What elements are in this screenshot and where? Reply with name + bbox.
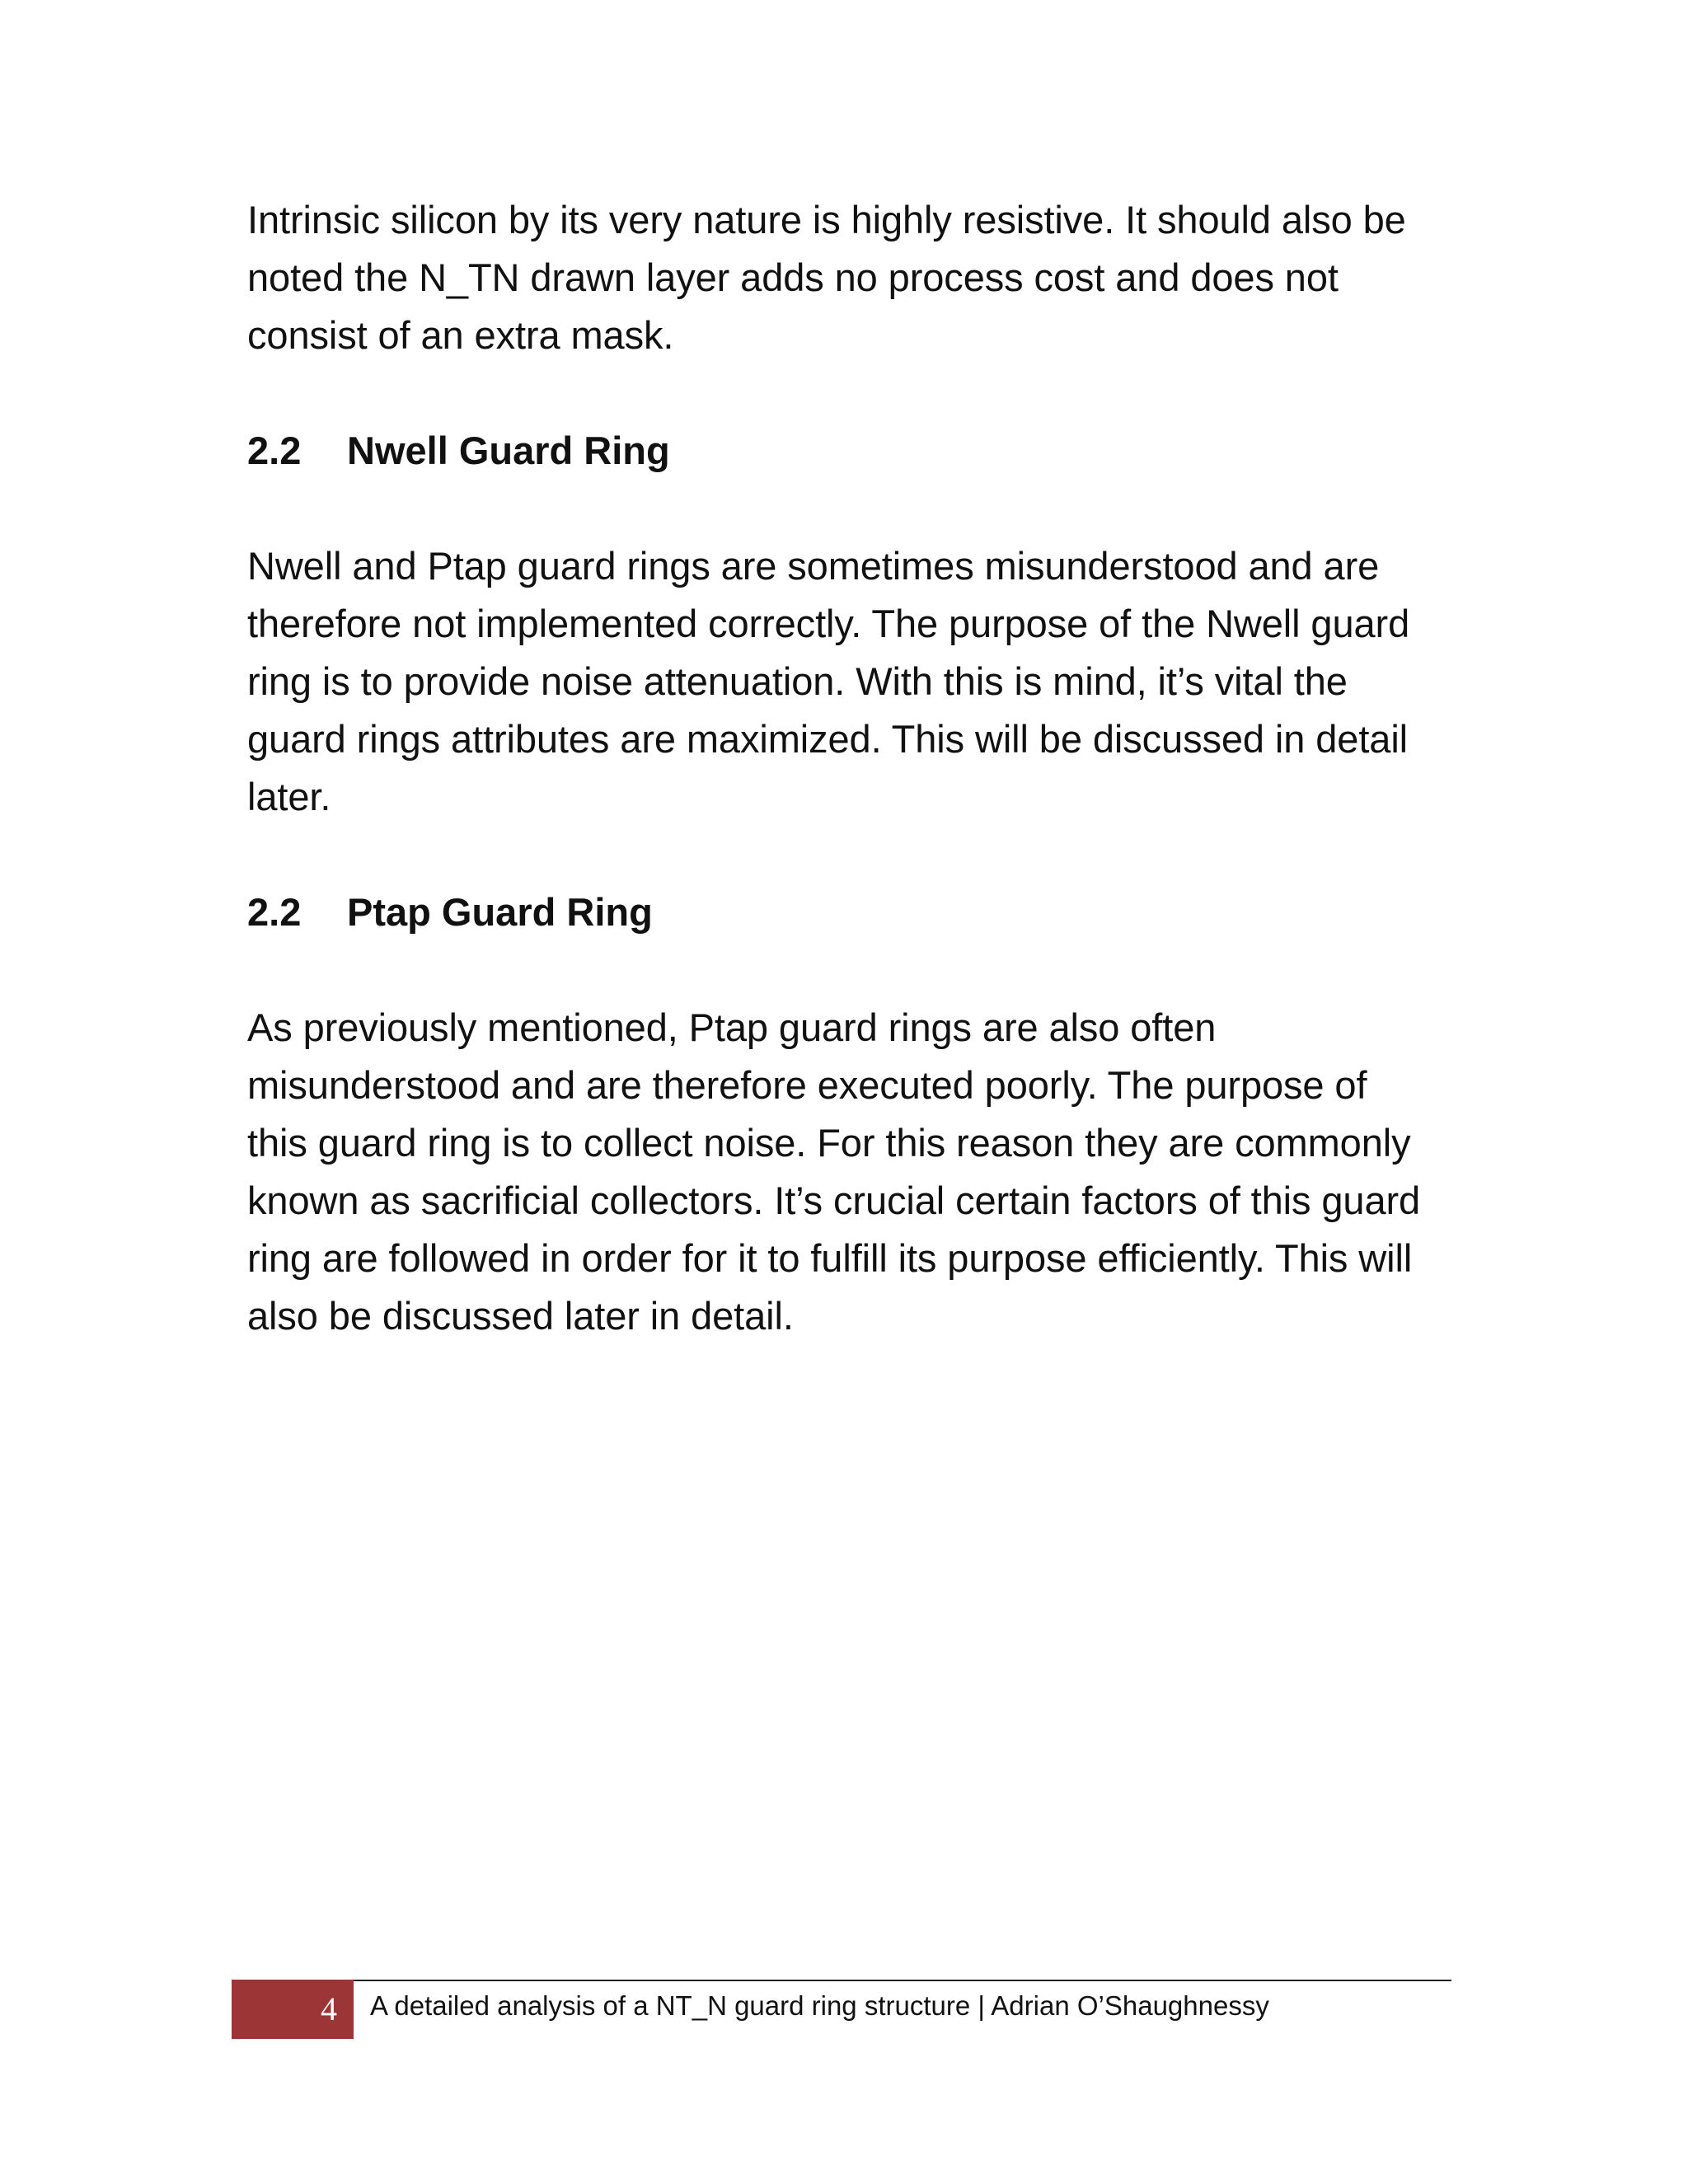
paragraph-line: noted the N_TN drawn layer adds no process cost and does not bbox=[247, 255, 1339, 299]
paragraph-line: Nwell and Ptap guard rings are sometimes misunderstood and are bbox=[247, 544, 1380, 588]
section-title: Ptap Guard Ring bbox=[347, 890, 653, 934]
paragraph-line: this guard ring is to collect noise. For this reason they are commonly bbox=[247, 1121, 1411, 1165]
spacer bbox=[247, 941, 1451, 999]
ptap-paragraph bbox=[247, 999, 1451, 1345]
section-number: 2.2 bbox=[247, 429, 302, 472]
section-title: Nwell Guard Ring bbox=[347, 429, 670, 472]
page-number: 4 bbox=[321, 1990, 337, 2027]
footer-title: A detailed analysis of a NT_N guard ring structure | Adrian O’Shaughnessy bbox=[370, 1990, 1269, 2021]
paragraph-line: ring are followed in order for it to fulfill its purpose efficiently. This will bbox=[247, 1236, 1413, 1280]
spacer bbox=[247, 364, 1451, 422]
paragraph-line: As previously mentioned, Ptap guard rings are also often bbox=[247, 1005, 1217, 1049]
paragraph-line: later. bbox=[247, 775, 331, 818]
paragraph-line: also be discussed later in detail. bbox=[247, 1294, 794, 1338]
paragraph-line: guard rings attributes are maximized. This will be discussed in detail bbox=[247, 717, 1409, 761]
section-heading-ptap bbox=[247, 883, 1451, 941]
intro-paragraph bbox=[247, 191, 1451, 364]
paragraph-line: Intrinsic silicon by its very nature is highly resistive. It should also be bbox=[247, 198, 1406, 241]
section-heading-nwell bbox=[247, 422, 1451, 480]
spacer bbox=[247, 480, 1451, 537]
paragraph-line: misunderstood and are therefore executed poorly. The purpose of bbox=[247, 1063, 1367, 1107]
paragraph-line: ring is to provide noise attenuation. With this is mind, it’s vital the bbox=[247, 659, 1348, 703]
page-number-box bbox=[232, 1980, 354, 2039]
paragraph-line: known as sacrificial collectors. It’s crucial certain factors of this guard bbox=[247, 1179, 1421, 1222]
paragraph-line: therefore not implemented correctly. The purpose of the Nwell guard bbox=[247, 602, 1410, 645]
paragraph-line: consist of an extra mask. bbox=[247, 313, 674, 357]
nwell-paragraph bbox=[247, 537, 1451, 826]
page-content bbox=[247, 191, 1451, 1345]
page-footer bbox=[232, 1980, 1451, 2039]
spacer bbox=[247, 826, 1451, 883]
section-number: 2.2 bbox=[247, 890, 302, 934]
footer-divider bbox=[354, 1980, 1451, 1981]
